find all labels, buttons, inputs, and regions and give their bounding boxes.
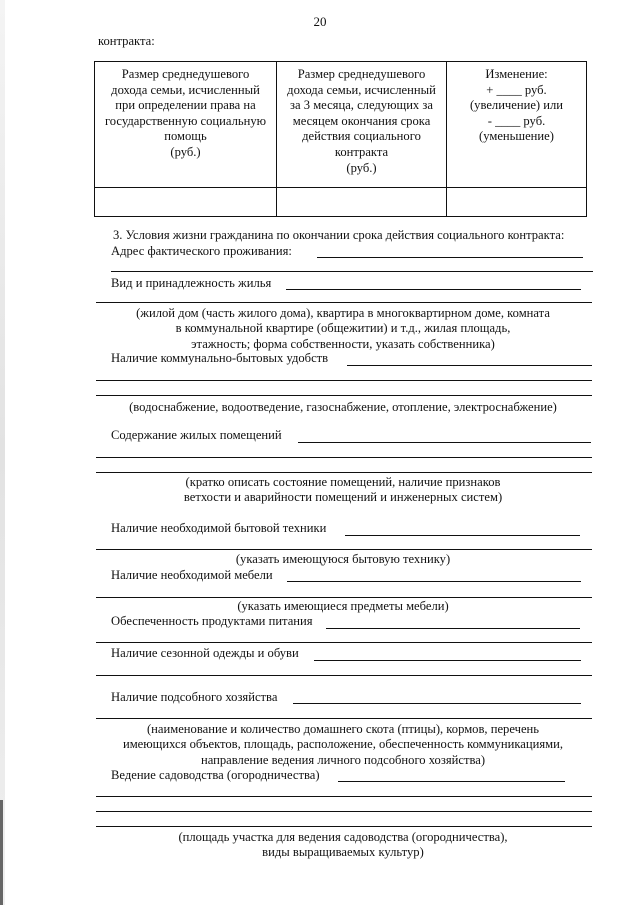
farm-field-line2[interactable]: [96, 718, 592, 719]
col2-line: (руб.): [346, 160, 377, 175]
appliances-hint: (указать имеющуюся бытовую технику): [235, 552, 451, 566]
page-binding-shadow: [0, 800, 3, 905]
col3-line: - ____ руб.: [487, 113, 546, 128]
income-value-cell-2[interactable]: [277, 188, 447, 217]
furniture-label: Наличие необходимой мебели: [111, 568, 273, 582]
garden-field[interactable]: [338, 781, 565, 782]
farm-hint-line: имеющихся объектов, площадь, расположение, обеспеченность коммуникациями,: [122, 737, 564, 752]
page-number: 20: [313, 14, 327, 29]
income-table: [94, 61, 587, 217]
garden-field-line4[interactable]: [96, 826, 592, 827]
col3-line: (уменьшение): [479, 129, 554, 144]
farm-label: Наличие подсобного хозяйства: [111, 690, 278, 704]
housing-label: Вид и принадлежность жилья: [111, 276, 272, 290]
housing-field[interactable]: [286, 289, 581, 290]
utilities-field-line2[interactable]: [96, 380, 592, 381]
col2-line: контракта: [334, 144, 389, 159]
garden-label: Ведение садоводства (огородничества): [111, 768, 320, 782]
garden-field-line3[interactable]: [96, 811, 592, 812]
food-field-line2[interactable]: [96, 642, 592, 643]
col1-line: Размер среднедушевого: [121, 67, 250, 81]
food-field[interactable]: [326, 628, 580, 629]
col3-line: + ____ руб.: [486, 82, 547, 97]
maintenance-label: Содержание жилых помещений: [111, 428, 282, 442]
address-label: Адрес фактического проживания:: [111, 244, 292, 258]
col1-line: дохода семьи, исчисленный: [111, 82, 260, 97]
address-field[interactable]: [317, 257, 583, 258]
garden-hint-line: (площадь участка для ведения садоводства (огородничества),: [178, 830, 508, 844]
income-table-col2: [277, 62, 447, 188]
col3-line: Изменение:: [485, 67, 548, 81]
income-table-col3: [447, 62, 587, 188]
col3-line: (увеличение) или: [469, 98, 564, 113]
clothes-label: Наличие сезонной одежды и обуви: [111, 646, 299, 660]
header-text: контракта:: [98, 34, 155, 48]
housing-hint-line: (жилой дом (часть жилого дома), квартира в многоквартирном доме, комната: [136, 306, 550, 320]
maintenance-hint: [90, 475, 596, 506]
maintenance-field-line3[interactable]: [96, 472, 592, 473]
income-table-value-row: [95, 188, 587, 217]
garden-hint: [90, 830, 596, 861]
furniture-hint: (указать имеющиеся предметы мебели): [237, 599, 449, 613]
col1-line: помощь: [164, 129, 207, 144]
col1-line: государственную социальную: [104, 113, 267, 128]
furniture-field[interactable]: [287, 581, 581, 582]
col2-line: месяцем окончания срока: [292, 113, 431, 128]
farm-hint: [90, 722, 596, 768]
housing-field-line2[interactable]: [96, 302, 592, 303]
utilities-field[interactable]: [347, 365, 592, 366]
housing-hint: [90, 306, 596, 352]
maintenance-field[interactable]: [298, 442, 591, 443]
appliances-field[interactable]: [345, 535, 580, 536]
farm-field[interactable]: [293, 703, 581, 704]
income-table-col1: [95, 62, 277, 188]
income-table-header-row: [95, 62, 587, 188]
furniture-field-line2[interactable]: [96, 597, 592, 598]
garden-hint-line: виды выращиваемых культур): [262, 845, 424, 860]
address-field-line2[interactable]: [111, 271, 593, 272]
housing-hint-line: этажность; форма собственности, указать собственника): [191, 336, 495, 351]
maintenance-hint-line: (кратко описать состояние помещений, наличие признаков: [185, 475, 501, 489]
garden-field-line2[interactable]: [96, 796, 592, 797]
farm-hint-line: направление ведения личного подсобного хозяйства): [200, 752, 486, 767]
utilities-hint: (водоснабжение, водоотведение, газоснабжение, отопление, электроснабжение): [129, 400, 557, 414]
appliances-field-line2[interactable]: [96, 549, 592, 550]
income-value-cell-3[interactable]: [447, 188, 587, 217]
appliances-label: Наличие необходимой бытовой техники: [111, 521, 327, 535]
col1-line: (руб.): [170, 144, 201, 159]
col2-line: действия социального: [302, 129, 421, 144]
clothes-field[interactable]: [314, 660, 581, 661]
utilities-label: Наличие коммунально-бытовых удобств: [111, 351, 329, 365]
page-binding-edge: [0, 0, 5, 905]
housing-hint-line: в коммунальной квартире (общежитии) и т.д., жилая площадь,: [175, 321, 511, 336]
food-label: Обеспеченность продуктами питания: [111, 614, 313, 628]
col2-line: Размер среднедушевого: [297, 67, 426, 81]
col2-line: дохода семьи, исчисленный: [287, 82, 436, 97]
maintenance-hint-line: ветхости и аварийности помещений и инженерных систем): [183, 490, 503, 505]
maintenance-field-line2[interactable]: [96, 457, 592, 458]
clothes-field-line2[interactable]: [96, 675, 592, 676]
income-value-cell-1[interactable]: [95, 188, 277, 217]
col2-line: за 3 месяца, следующих за: [290, 98, 433, 113]
section3-title: 3. Условия жизни гражданина по окончании срока действия социального контракта:: [113, 228, 565, 242]
utilities-field-line3[interactable]: [96, 395, 592, 396]
farm-hint-line: (наименование и количество домашнего скота (птицы), кормов, перечень: [146, 722, 540, 736]
col1-line: при определении права на: [115, 98, 256, 113]
